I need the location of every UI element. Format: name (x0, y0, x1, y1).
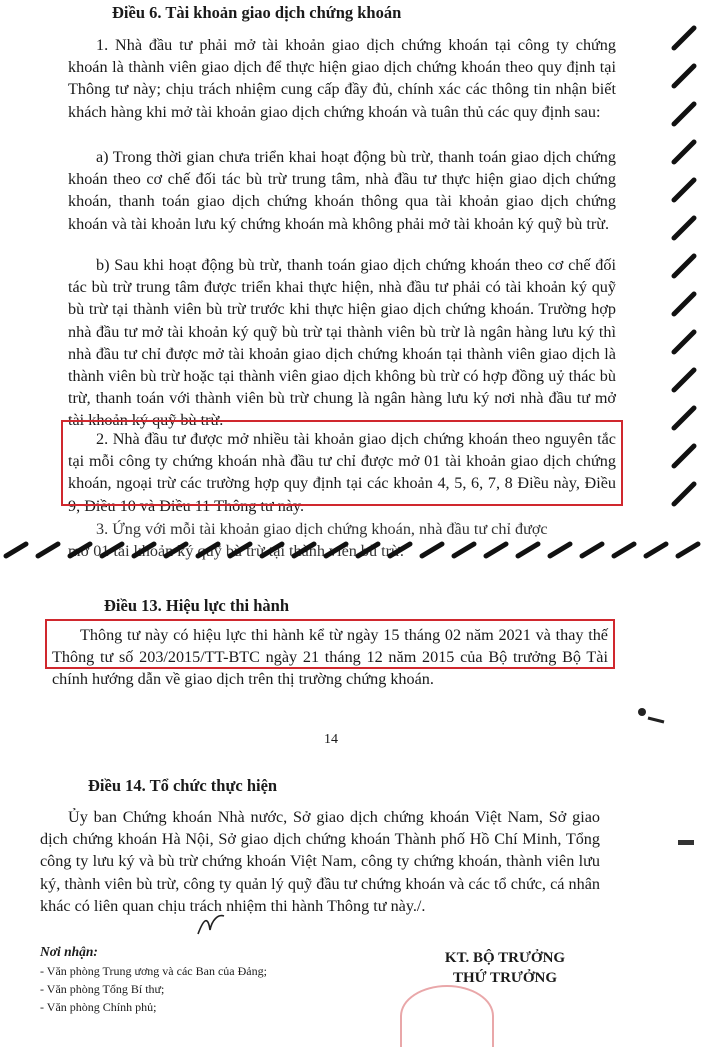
margin-dash-icon (676, 836, 698, 848)
article6-heading: Điều 6. Tài khoản giao dịch chứng khoán (112, 3, 402, 22)
fragment-line2: mở 01 tài khoản ký quỹ bù trừ tại thành viên bù trừ. (68, 542, 404, 560)
recipients-label: Nơi nhận: (40, 944, 98, 959)
article13-body: Thông tư này có hiệu lực thi hành kể từ ngày 15 tháng 02 năm 2021 và thay thế Thông tư số 203/2015/TT-BTC ngày 21 tháng 12 năm 2015 của Bộ trưởng Bộ Tài chính hướng dẫn về giao dịch trên thị trường chứng khoán. (52, 626, 608, 689)
torn-edge-mark (0, 516, 704, 576)
article6-clause1b: b) Sau khi hoạt động bù trừ, thanh toán giao dịch chứng khoán theo cơ chế đối tác bù trừ trung tâm được triển khai thực hiện, nhà đầu tư phải có tài khoản ký quỹ bù trừ tại thành viên bù trừ trước khi thực hiện giao dịch chứng khoán. Trường hợp nhà đầu tư mở tài khoản ký quỹ bù trừ tại thành viên bù trừ là ngân hàng lưu ký thì nhà đầu tư chỉ được mở tài khoản giao dịch chứng khoán tại thành viên giao dịch là thành viên bù trừ hoặc tại thành viên giao dịch không bù trừ có hợp đồng uỷ thác bù trừ, thanh toán với thành viên bù trừ chung là ngân hàng lưu ký nơi nhà đầu tư mở tài khoản ký quỹ bù trừ. (68, 256, 616, 430)
right-edge-marks (668, 14, 700, 574)
recipient-item: - Văn phòng Chính phủ; (40, 1000, 157, 1014)
highlight-box-clause2 (61, 420, 623, 506)
signature-title: KT. BỘ TRƯỞNG (444, 950, 566, 966)
article13-heading: Điều 13. Hiệu lực thi hành (104, 596, 290, 615)
margin-scribble-icon (630, 700, 670, 730)
highlight-box-article13 (45, 619, 615, 669)
official-stamp (400, 985, 494, 1047)
signature-subtitle: THỨ TRƯỞNG (452, 970, 558, 986)
article6-clause1a: a) Trong thời gian chưa triển khai hoạt động bù trừ, thanh toán giao dịch chứng khoán theo cơ chế đối tác bù trừ trung tâm, nhà đầu tư thực hiện giao dịch chứng khoán, thanh toán giao dịch chứng khoán thông qua tài khoản giao dịch chứng khoán và tài khoản lưu ký chứng khoán mà không phải mở tài khoản ký quỹ bù trừ. (68, 148, 616, 233)
article14-body: Ủy ban Chứng khoán Nhà nước, Sở giao dịch chứng khoán Việt Nam, Sở giao dịch chứng khoán Hà Nội, Sở giao dịch chứng khoán Thành phố Hồ Chí Minh, Tổng công ty lưu ký và bù trừ chứng khoán Việt Nam, công ty chứng khoán, thành viên lưu ký, thành viên bù trừ, công ty quản lý quỹ đầu tư chứng khoán và các tổ chức, cá nhân khác có liên quan chịu trách nhiệm thi hành Thông tư này./. (40, 808, 600, 915)
recipient-item: - Văn phòng Trung ương và các Ban của Đảng; (40, 964, 267, 978)
article14-heading: Điều 14. Tổ chức thực hiện (88, 776, 278, 795)
fragment-line1: 3. Ứng với mỗi tài khoản giao dịch chứng khoán, nhà đầu tư chỉ được (96, 520, 548, 538)
recipient-item: - Văn phòng Tổng Bí thư; (40, 982, 165, 996)
handwritten-mark-icon (196, 912, 226, 938)
article6-clause1: 1. Nhà đầu tư phải mở tài khoản giao dịch chứng khoán tại công ty chứng khoán là thành viên giao dịch để thực hiện giao dịch chứng khoán theo quy định tại Thông tư này; chịu trách nhiệm cung cấp đầy đủ, chính xác các thông tin nhận biết khách hàng khi mở tài khoản giao dịch chứng khoán và tuân thủ các quy định sau: (68, 36, 616, 121)
article6-clause2: 2. Nhà đầu tư được mở nhiều tài khoản giao dịch chứng khoán theo nguyên tắc tại mỗi công ty chứng khoán nhà đầu tư chỉ được mở 01 tài khoản giao dịch chứng khoán, ngoại trừ các trường hợp quy định tại các khoản 4, 5, 6, 7, 8 Điều này, Điều 9, Điều 10 và Điều 11 Thông tư này. (68, 430, 616, 515)
page-number: 14 (324, 732, 338, 747)
